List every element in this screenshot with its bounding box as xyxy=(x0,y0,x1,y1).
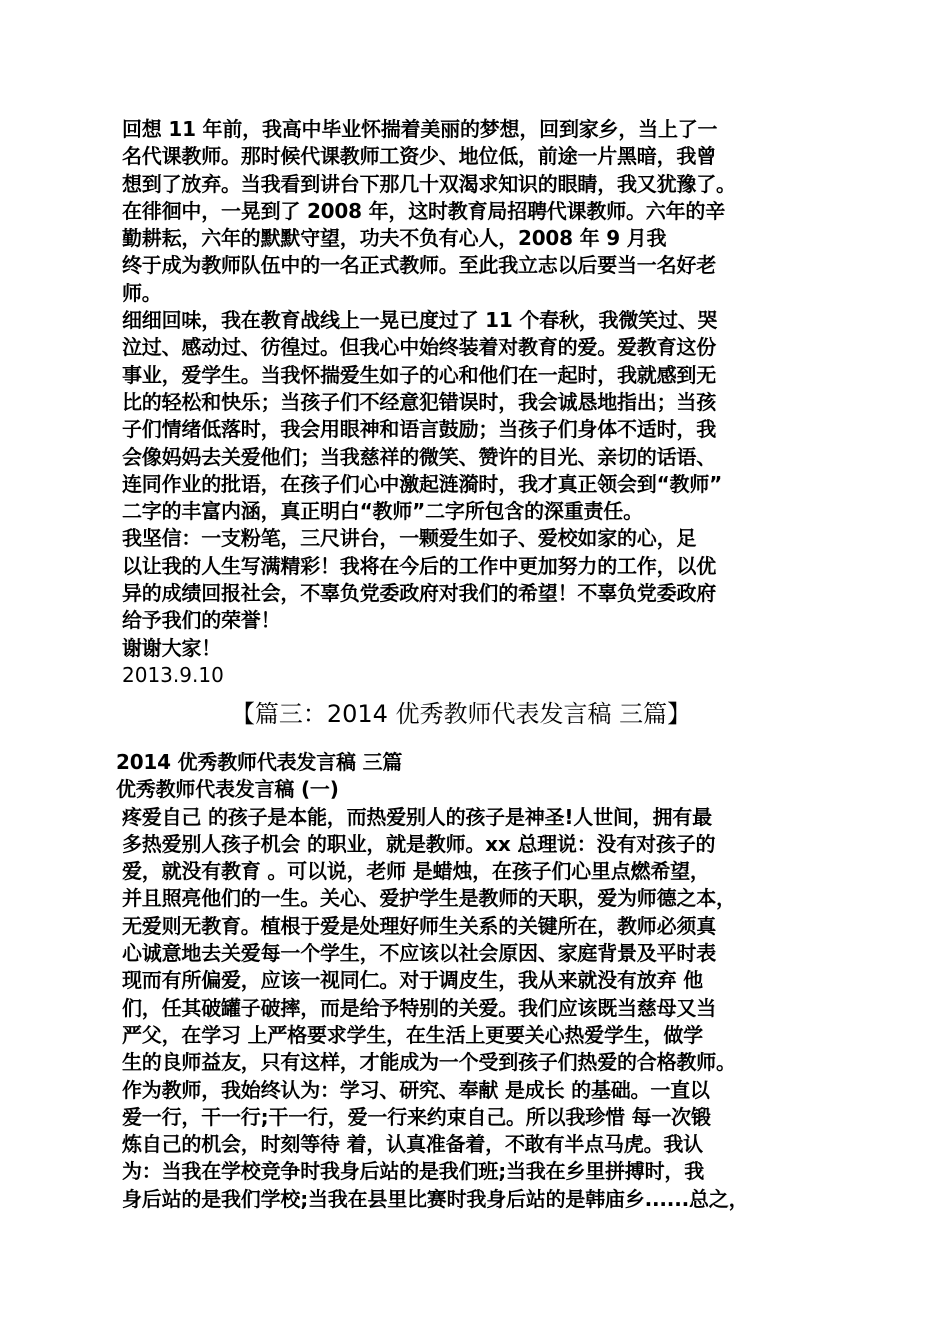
text-line: 细细回味，我在教育战线上一晃已度过了 11 个春秋，我微笑过、哭 xyxy=(122,308,718,333)
speech-date: 2013.9.10 xyxy=(122,662,224,687)
text-line: 子们情绪低落时，我会用眼神和语言鼓励；当孩子们身体不适时，我 xyxy=(122,417,716,442)
paragraph-thanks xyxy=(116,635,846,662)
text-line: 异的成绩回报社会，不辜负党委政府对我们的希望！不辜负党委政府 xyxy=(122,581,716,606)
text-line: 2014 优秀教师代表发言稿 三篇 xyxy=(116,749,403,774)
text-line: 现而有所偏爱，应该一视同仁。对于调皮生，我从来就没有放弃 他 xyxy=(122,968,703,993)
text-line: 事业，爱学生。当我怀揣爱生如子的心和他们在一起时，我就感到无 xyxy=(122,362,716,387)
paragraph-reflection xyxy=(116,307,846,525)
text-line: 爱，就没有教育 。可以说，老师 是蜡烛，在孩子们心里点燃希望， xyxy=(122,859,710,884)
spacer xyxy=(116,731,846,749)
text-line: 并且照亮他们的一生。关心、爱护学生是教师的天职，爱为师德之本， xyxy=(122,886,736,911)
speech-subheading xyxy=(116,776,846,803)
text-line: 为：当我在学校竞争时我身后站的是我们班;当我在乡里拼搏时，我 xyxy=(122,1159,704,1184)
text-line: 回想 11 年前，我高中毕业怀揣着美丽的梦想，回到家乡，当上了一 xyxy=(122,117,718,141)
paragraph-belief xyxy=(116,525,846,634)
text-line: 们，任其破罐子破摔，而是给予特别的关爱。我们应该既当慈母又当 xyxy=(122,995,716,1020)
text-line: 心诚意地去关爱每一个学生，不应该以社会原因、家庭背景及平时表 xyxy=(122,941,716,966)
text-line: 比的轻松和快乐；当孩子们不经意犯错误时，我会诚恳地指出；当孩 xyxy=(122,389,716,414)
text-line: 炼自己的机会，时刻等待 着，认真准备着，不敢有半点马虎。我认 xyxy=(122,1132,703,1157)
text-line: 想到了放弃。当我看到讲台下那几十双渴求知识的眼睛，我又犹豫了。 xyxy=(122,171,736,196)
text-line: 给予我们的荣誉！ xyxy=(122,608,281,633)
text-line: 作为教师，我始终认为：学习、研究、奉献 是成长 的基础。一直以 xyxy=(122,1077,710,1102)
document-page xyxy=(116,116,846,1213)
text-line: 生的良师益友，只有这样，才能成为一个受到孩子们热爱的合格教师。 xyxy=(122,1050,736,1075)
text-line: 名代课教师。那时候代课教师工资少、地位低，前途一片黑暗，我曾 xyxy=(122,144,716,169)
text-line: 在徘徊中，一晃到了 2008 年，这时教育局招聘代课教师。六年的辛 xyxy=(122,198,725,223)
text-line: 以让我的人生写满精彩！我将在今后的工作中更加努力的工作，以优 xyxy=(122,553,716,578)
document-subtitle xyxy=(116,749,846,776)
text-line: 身后站的是我们学校;当我在县里比赛时我身后站的是韩庙乡......总之， xyxy=(122,1186,749,1211)
speech-part-one xyxy=(116,116,846,689)
text-line: 连同作业的批语，在孩子们心中激起涟漪时，我才真正领会到“教师” xyxy=(122,471,723,496)
text-line: 爱一行，干一行;干一行，爱一行来约束自己。所以我珍惜 每一次锻 xyxy=(122,1104,711,1129)
text-line: 疼爱自己 的孩子是本能，而热爱别人的孩子是神圣!人世间，拥有最 xyxy=(122,804,712,829)
text-line: 无爱则无教育。植根于爱是处理好师生关系的关键所在，教师必须真 xyxy=(122,913,716,938)
text-line: 会像妈妈去关爱他们；当我慈祥的微笑、赞许的目光、亲切的话语、 xyxy=(122,444,716,469)
text-line: 我坚信：一支粉笔，三尺讲台，一颗爱生如子、爱校如家的心，足 xyxy=(122,526,697,551)
text-line: 终于成为教师队伍中的一名正式教师。至此我立志以后要当一名好老 xyxy=(122,253,716,278)
text-line: 谢谢大家！ xyxy=(122,635,221,660)
text-line: 泣过、感动过、彷徨过。但我心中始终装着对教育的爱。爱教育这份 xyxy=(122,335,716,360)
paragraph-love xyxy=(116,804,846,1077)
text-line: 师。 xyxy=(122,280,162,305)
speech-part-two xyxy=(116,749,846,1213)
text-line: 二字的丰富内涵，真正明白“教师”二字所包含的深重责任。 xyxy=(122,499,643,524)
paragraph-growth xyxy=(116,1077,846,1213)
text-line: 严父，在学习 上严格要求学生，在生活上更要关心热爱学生，做学 xyxy=(122,1022,703,1047)
text-line: 优秀教师代表发言稿 (一) xyxy=(116,777,339,802)
paragraph-recollection xyxy=(116,116,846,307)
text-line: 多热爱别人孩子机会 的职业，就是教师。xx 总理说：没有对孩子的 xyxy=(122,831,716,856)
section-title: 【篇三：2014 优秀教师代表发言稿 三篇】 xyxy=(230,699,692,728)
text-line: 勤耕耘，六年的默默守望，功夫不负有心人，2008 年 9 月我 xyxy=(122,226,667,251)
